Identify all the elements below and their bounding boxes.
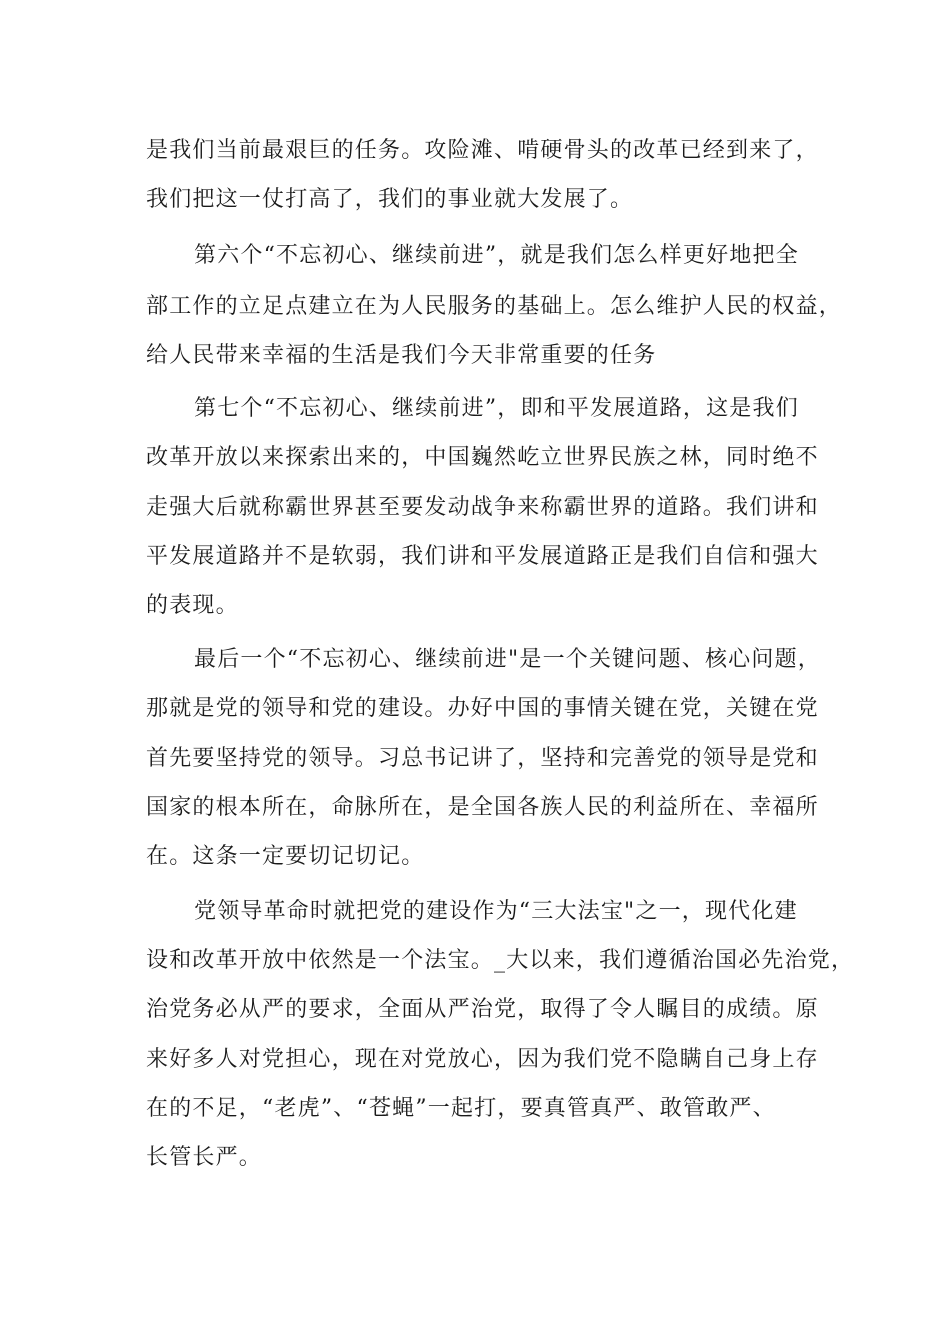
paragraph-start-line: 第六个“不忘初心、继续前进”，就是我们怎么样更好地把全 xyxy=(194,243,799,268)
text-line: 首先要坚持党的领导。习总书记讲了，坚持和完善党的领导是党和 xyxy=(146,746,819,771)
text-line: 改革开放以来探索出来的，中国巍然屹立世界民族之林，同时绝不 xyxy=(146,445,819,470)
text-line: 治党务必从严的要求，全面从严治党，取得了令人瞩目的成绩。原 xyxy=(146,997,819,1022)
text-line: 长管长严。 xyxy=(146,1145,263,1170)
text-line: 的表现。 xyxy=(146,593,239,618)
text-line: 来好多人对党担心，现在对党放心，因为我们党不隐瞒自己身上存 xyxy=(146,1047,819,1072)
paragraph-start-line: 第七个“不忘初心、继续前进”，即和平发展道路，这是我们 xyxy=(194,396,799,421)
paragraph-start-line: 最后一个“不忘初心、继续前进"是一个关键问题、核心问题， xyxy=(194,647,821,672)
text-line: 走强大后就称霸世界甚至要发动战争来称霸世界的道路。我们讲和 xyxy=(146,495,819,520)
text-line: 那就是党的领导和党的建设。办好中国的事情关键在党，关键在党 xyxy=(146,696,819,721)
text-line: 设和改革开放中依然是一个法宝。_大以来，我们遵循治国必先治党， xyxy=(146,948,855,973)
text-line: 在的不足，“老虎”、“苍蝇”一起打，要真管真严、敢管敢严、 xyxy=(146,1096,776,1121)
text-line: 给人民带来幸福的生活是我们今天非常重要的任务 xyxy=(146,343,657,368)
text-line: 部工作的立足点建立在为人民服务的基础上。怎么维护人民的权益， xyxy=(146,294,843,319)
text-line: 平发展道路并不是软弱，我们讲和平发展道路正是我们自信和强大 xyxy=(146,544,819,569)
paragraph-start-line: 党领导革命时就把党的建设作为“三大法宝"之一，现代化建 xyxy=(194,899,798,924)
text-line: 是我们当前最艰巨的任务。攻险滩、啃硬骨头的改革已经到来了， xyxy=(146,138,819,163)
text-line: 在。这条一定要切记切记。 xyxy=(146,844,425,869)
text-line: 国家的根本所在，命脉所在，是全国各族人民的利益所在、幸福所 xyxy=(146,795,819,820)
text-line: 我们把这一仗打高了，我们的事业就大发展了。 xyxy=(146,187,634,212)
